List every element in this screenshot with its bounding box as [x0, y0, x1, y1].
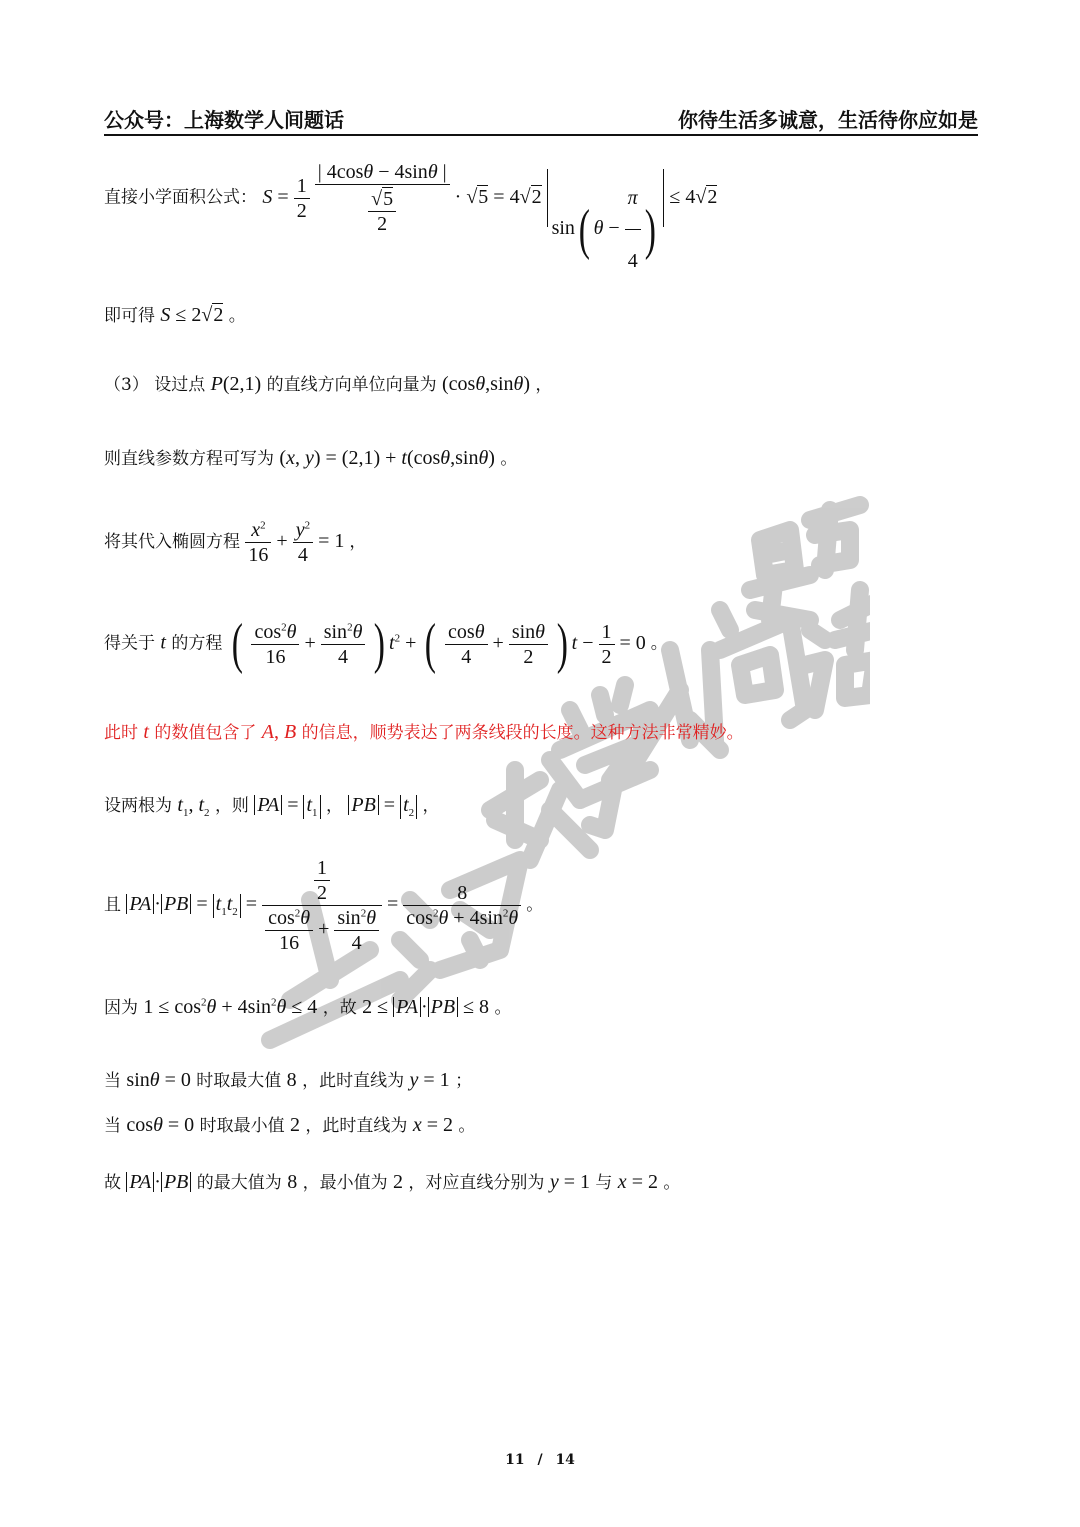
formula-area: S = $\frac{1}{2}$ $\frac{| 4\cos\theta - 4\sin\theta |}{\frac{√5}{2}}$ · √5 = 4√2 sin( θ − $\frac{\pi}{4}$ ) ≤ 4√2: [262, 161, 718, 272]
text-corresponding: ，对应直线分别为: [408, 1173, 545, 1193]
text-when: 当: [104, 1116, 121, 1136]
value-min: 2: [290, 1114, 300, 1136]
text-max: 时取最大值: [196, 1071, 282, 1091]
punct: 。: [458, 1116, 476, 1136]
remark-a: 此时: [104, 723, 138, 743]
line-param-eq: 则直线参数方程可写为 (x, y) = (2,1) + t(cosθ,sinθ) 。: [104, 447, 518, 469]
text-equation: 的方程: [171, 633, 223, 654]
page-header: [104, 100, 978, 136]
watermark: [250, 480, 870, 1080]
text-hence: ，故: [322, 998, 357, 1018]
text-ellipse: 将其代入椭圆方程: [104, 532, 240, 553]
punct: ，: [422, 796, 440, 816]
text-roots: 设两根为: [104, 796, 172, 816]
remark-b: 的数值包含了: [154, 723, 257, 743]
punct: ，: [325, 796, 343, 816]
page-sep: /: [537, 1452, 543, 1468]
text-therefore: 故: [104, 1173, 121, 1193]
line-remark: 此时 t 的数值包含了 A, B 的信息，顺势表达了两条线段的长度。这种方法非常精妙。: [104, 721, 744, 743]
text-param: 则直线参数方程可写为: [104, 449, 274, 469]
line-final: 故 PA · PB 的最大值为 8 ，最小值为 2 ，对应直线分别为 y = 1 与 x = 2 。: [104, 1171, 681, 1193]
punct: 。: [500, 449, 518, 469]
punct: ，: [349, 532, 367, 553]
text-and: 且: [104, 895, 121, 916]
page-number: [0, 1452, 1080, 1468]
line-area-formula: [104, 161, 718, 272]
punct: 。: [650, 633, 668, 654]
text-then: ，则: [214, 796, 249, 816]
text-line: ，此时直线为: [302, 1071, 405, 1091]
line-roots: 设两根为 $t_1$, $t_2$ ，则 PA = $t_1$ ， PB = $t_2$ ，: [104, 794, 440, 819]
page-total: 14: [555, 1452, 575, 1468]
text-direction: 的直线方向单位向量为: [266, 375, 437, 395]
value-max: 8: [286, 1069, 297, 1091]
line-min-case: 当 cosθ = 0 时取最小值 2 ，此时直线为 x = 2 。: [104, 1114, 476, 1136]
line-bounds: 因为 $1 \le \cos^2\theta + 4\sin^2\theta \le 4$ ，故 2 ≤ PA · PB ≤ 8 。: [104, 996, 512, 1018]
line-max-case: 当 sinθ = 0 时取最大值 8 ，此时直线为 y = 1 ；: [104, 1069, 473, 1091]
page-current: 11: [505, 1452, 525, 1468]
text-min: 时取最小值: [199, 1116, 285, 1136]
line-quadratic-t: 得关于 t 的方程 ( $\frac{\cos^2\theta}{16}$ + $\frac{\sin^2\theta}{4}$ ) $t^2$ + ( $\frac{\cos\theta}{4}$ + $\frac{\sin\theta}{2}$ ) t − $\frac{1}{2}$ = 0 。: [104, 613, 668, 675]
punct: ，: [535, 375, 553, 395]
text-conclusion: 即可得: [104, 306, 155, 326]
punct: 。: [228, 306, 246, 326]
text-quadratic: 得关于: [104, 633, 155, 654]
punct: 。: [526, 895, 544, 916]
text-max-is: 的最大值为: [196, 1173, 282, 1193]
punct: ；: [455, 1071, 473, 1091]
punct: 。: [663, 1173, 681, 1193]
text-part3: （3） 设过点: [104, 375, 206, 395]
label-area-formula: 直接小学面积公式：: [104, 187, 257, 208]
text-because: 因为: [104, 998, 138, 1018]
punct: 。: [494, 998, 512, 1018]
text-and2: 与: [595, 1173, 613, 1193]
line-conclusion-s: 即可得 S ≤ 2√2 。: [104, 304, 246, 326]
text-when: 当: [104, 1071, 121, 1091]
text-min-is: ，最小值为: [302, 1173, 388, 1193]
header-left: 公众号：上海数学人间题话: [104, 108, 344, 132]
remark-c: 的信息，顺势表达了两条线段的长度。这种方法非常精妙。: [301, 723, 744, 743]
value-final-max: 8: [287, 1171, 298, 1193]
value-final-min: 2: [393, 1171, 403, 1193]
header-right: 你待生活多诚意，生活待你应如是: [678, 108, 978, 132]
text-line: ，此时直线为: [305, 1116, 408, 1136]
line-part3-intro: （3） 设过点 P(2,1) 的直线方向单位向量为 (cosθ,sinθ) ，: [104, 373, 553, 395]
line-product: 且 PA · PB = $t_1t_2$ = $\frac{1}{2}$ $\frac{\cos^2\theta}{16}$ + $\frac{\sin^2\theta}{4}$ = $\frac{8}{\cos^2\theta + 4\sin^2\theta}$ 。: [104, 857, 544, 954]
line-ellipse: 将其代入椭圆方程 $\frac{x^2}{16}$ + $\frac{y^2}{4}$ = 1 ，: [104, 519, 367, 566]
